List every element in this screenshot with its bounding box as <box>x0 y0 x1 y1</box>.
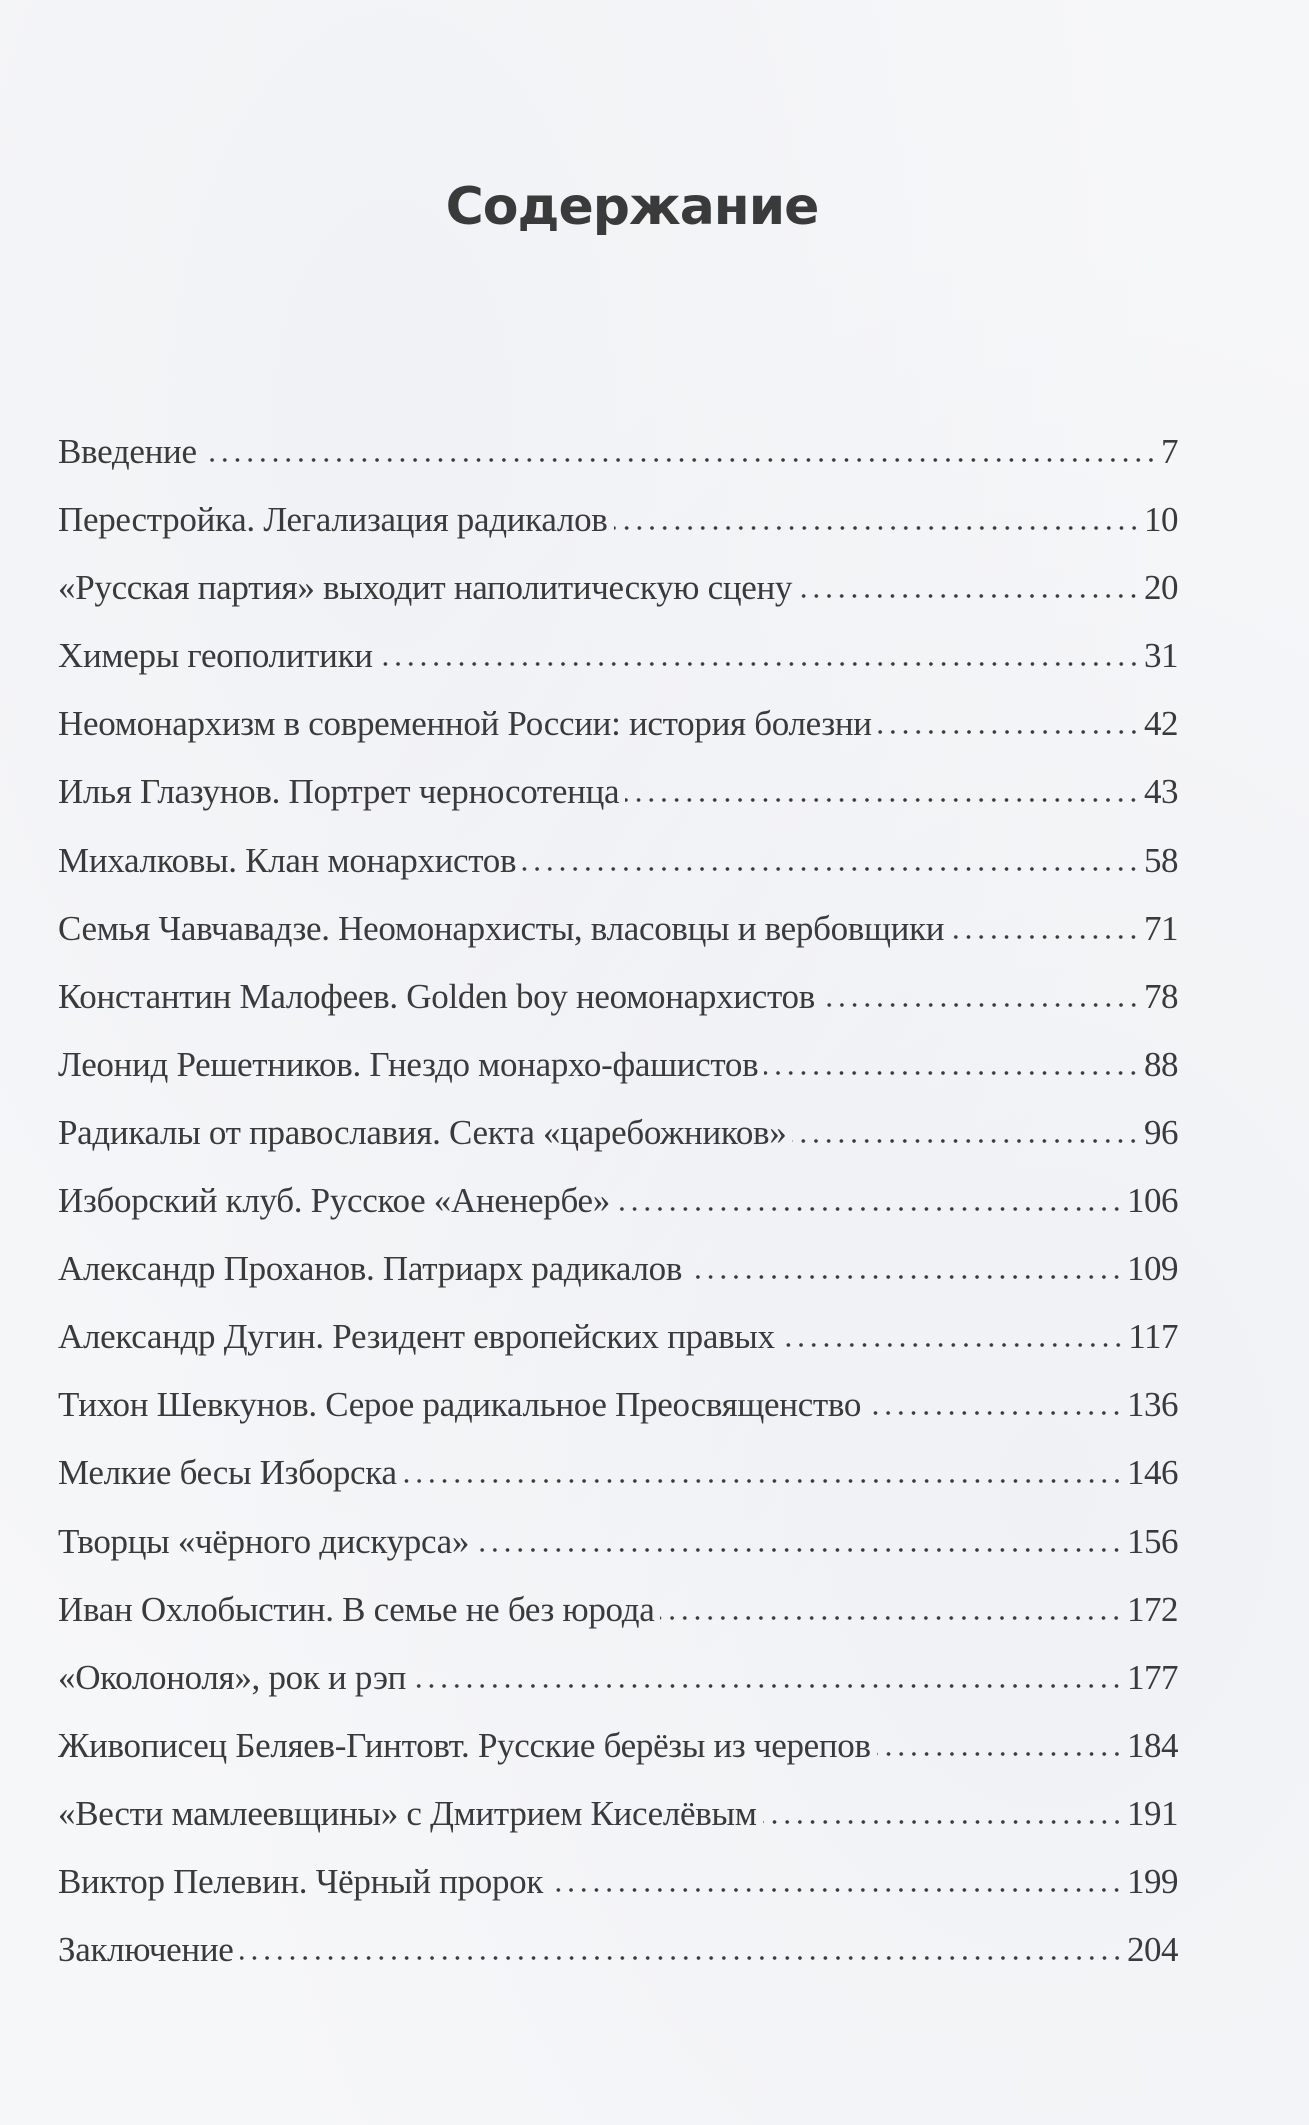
toc-entry <box>58 1658 1178 1726</box>
toc-entry <box>58 772 1178 840</box>
dot-leader <box>878 730 1140 734</box>
toc-entry-title: Михалковы. Клан монархистов <box>58 840 517 880</box>
toc-entry-page: 20 <box>1144 568 1178 608</box>
toc-entry-page: 191 <box>1127 1793 1178 1833</box>
toc-entry <box>58 636 1178 704</box>
toc-entry-page: 204 <box>1127 1930 1178 1970</box>
toc-entry-page: 156 <box>1127 1521 1178 1561</box>
toc-entry-title: «Вести мамлеевщины» с Дмитрием Киселёвым <box>58 1793 757 1833</box>
toc-entry <box>58 977 1178 1045</box>
dot-leader <box>379 662 1140 666</box>
dot-leader <box>240 1956 1124 1960</box>
toc-entry <box>58 1181 1178 1249</box>
toc-entry <box>58 1045 1178 1113</box>
toc-entry-title: Изборский клуб. Русское «Аненербе» <box>58 1181 610 1221</box>
toc-entry <box>58 568 1178 636</box>
dot-leader <box>798 594 1140 598</box>
toc-entry-title: Заключение <box>58 1930 234 1970</box>
toc-entry-title: Семья Чавчавадзе. Неомонархисты, власовцы и вербовщики <box>58 908 945 948</box>
toc-entry <box>58 1317 1178 1385</box>
dot-leader <box>763 1820 1123 1824</box>
toc-entry-title: «Околоноля», рок и рэп <box>58 1657 407 1697</box>
toc-entry-page: 78 <box>1144 976 1178 1016</box>
toc-entry <box>58 1862 1178 1930</box>
toc-entry-page: 88 <box>1144 1044 1178 1084</box>
toc-entry-title: Творцы «чёрного дискурса» <box>58 1521 470 1561</box>
table-of-contents <box>58 432 1178 1998</box>
toc-entry-page: 43 <box>1144 772 1178 812</box>
toc-entry <box>58 704 1178 772</box>
toc-entry <box>58 1453 1178 1521</box>
dot-leader <box>660 1616 1123 1620</box>
toc-entry-page: 184 <box>1127 1725 1178 1765</box>
toc-entry-title: Леонид Решетников. Гнездо монархо-фашистов <box>58 1044 759 1084</box>
dot-leader <box>614 526 1141 530</box>
toc-entry-page: 109 <box>1127 1249 1178 1289</box>
toc-entry-page: 199 <box>1127 1861 1178 1901</box>
toc-entry <box>58 1385 1178 1453</box>
toc-entry-page: 146 <box>1127 1453 1178 1493</box>
dot-leader <box>616 1207 1123 1211</box>
toc-entry <box>58 1522 1178 1590</box>
toc-entry-page: 42 <box>1144 704 1178 744</box>
toc-entry-title: Виктор Пелевин. Чёрный пророк <box>58 1861 544 1901</box>
toc-entry-page: 172 <box>1127 1589 1178 1629</box>
dot-leader <box>950 935 1140 939</box>
dot-leader <box>522 867 1140 871</box>
toc-entry-title: Константин Малофеев. Golden boy неомонархистов <box>58 976 815 1016</box>
toc-entry-page: 71 <box>1144 908 1178 948</box>
dot-leader <box>412 1684 1123 1688</box>
toc-entry-title: «Русская партия» выходит наполитическую сцену <box>58 568 793 608</box>
toc-entry-title: Неомонархизм в современной России: история болезни <box>58 704 872 744</box>
toc-entry-page: 7 <box>1161 432 1178 471</box>
dot-leader <box>549 1888 1123 1892</box>
toc-entry <box>58 1113 1178 1181</box>
dot-leader <box>475 1548 1123 1552</box>
toc-entry-page: 106 <box>1127 1181 1178 1221</box>
toc-entry-title: Иван Охлобыстин. В семье не без юрода <box>58 1589 655 1629</box>
toc-entry-title: Илья Глазунов. Портрет черносотенца <box>58 772 620 812</box>
dot-leader <box>625 798 1140 802</box>
toc-entry-page: 177 <box>1127 1657 1178 1697</box>
toc-entry <box>58 841 1178 909</box>
dot-leader <box>821 1003 1140 1007</box>
toc-entry-title: Александр Дугин. Резидент европейских правых <box>58 1317 775 1357</box>
toc-entry <box>58 1726 1178 1794</box>
dot-leader <box>792 1139 1140 1143</box>
dot-leader <box>781 1343 1125 1347</box>
dot-leader <box>203 458 1157 462</box>
toc-entry-page: 136 <box>1127 1385 1178 1425</box>
toc-entry-title: Живописец Беляев-Гинтовт. Русские берёзы из черепов <box>58 1725 871 1765</box>
toc-entry-title: Александр Проханов. Патриарх радикалов <box>58 1249 683 1289</box>
toc-entry-title: Радикалы от православия. Секта «царебожников» <box>58 1112 787 1152</box>
toc-entry-page: 96 <box>1144 1112 1178 1152</box>
toc-entry-title: Мелкие бесы Изборска <box>58 1453 397 1493</box>
toc-entry-page: 31 <box>1144 636 1178 676</box>
toc-entry-title: Перестройка. Легализация радикалов <box>58 500 608 540</box>
toc-entry-page: 117 <box>1128 1317 1178 1357</box>
toc-entry <box>58 1930 1178 1998</box>
toc-entry-page: 10 <box>1144 500 1178 540</box>
toc-entry <box>58 1590 1178 1658</box>
dot-leader <box>688 1275 1123 1279</box>
toc-entry-page: 58 <box>1144 840 1178 880</box>
toc-entry <box>58 909 1178 977</box>
toc-entry <box>58 1794 1178 1862</box>
dot-leader <box>403 1479 1123 1483</box>
dot-leader <box>867 1411 1123 1415</box>
toc-entry <box>58 500 1178 568</box>
dot-leader <box>877 1752 1123 1756</box>
dot-leader <box>764 1071 1140 1075</box>
toc-entry-title: Введение <box>58 432 197 471</box>
toc-entry <box>58 432 1178 500</box>
toc-entry <box>58 1249 1178 1317</box>
page-title: Содержание <box>445 176 819 237</box>
toc-entry-title: Химеры геополитики <box>58 636 373 676</box>
toc-entry-title: Тихон Шевкунов. Серое радикальное Преосвященство <box>58 1385 862 1425</box>
